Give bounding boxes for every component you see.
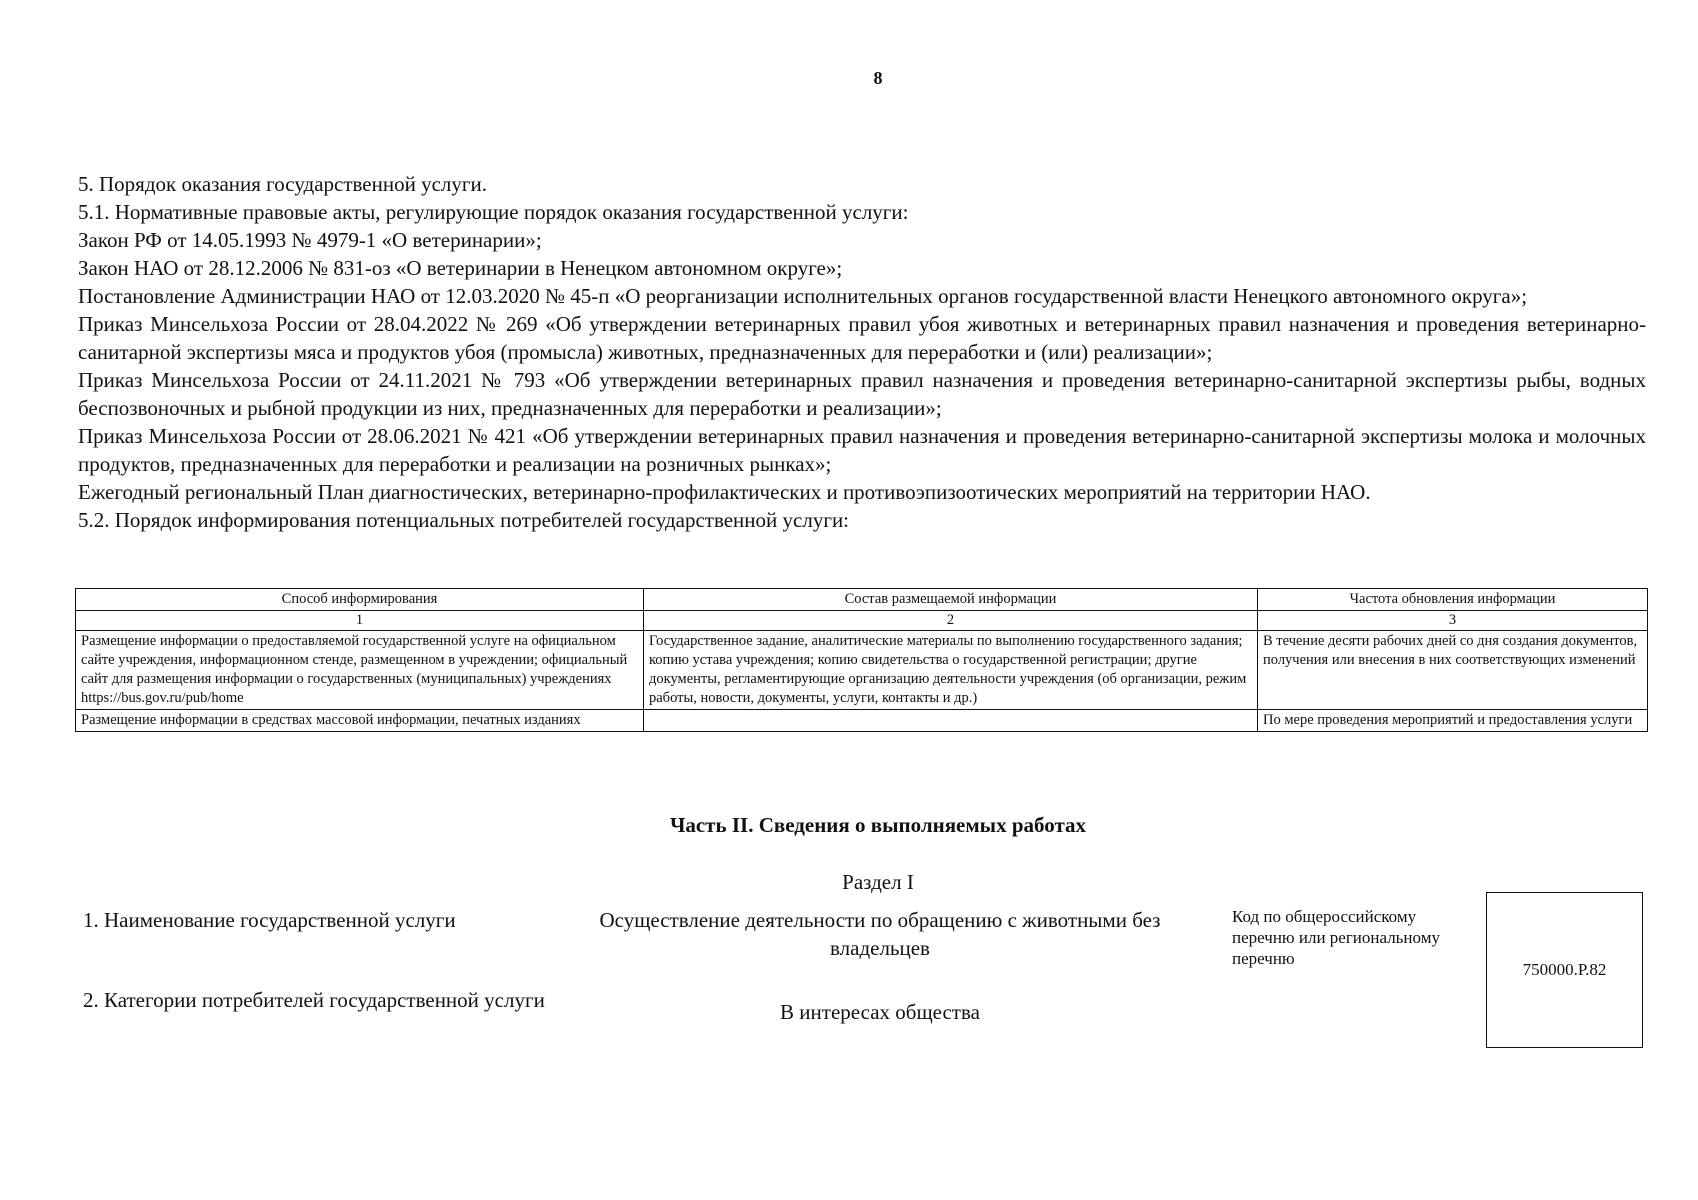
table-cell (644, 710, 1258, 732)
table-cell: Размещение информации о предоставляемой государственной услуге на официальном сайте учреждения, информационном стенде, размещенном в учреждении; официальный сайт для размещения информации о государственных (муниципальных) учреждениях https://bus.gov.ru/pub/home (76, 631, 644, 710)
column-header: Частота обновления информации (1258, 589, 1648, 611)
table-cell: В течение десяти рабочих дней со дня создания документов, получения или внесения в них соответствующих изменений (1258, 631, 1648, 710)
page-number: 8 (873, 68, 883, 88)
table-header-row (76, 589, 1648, 611)
column-number: 1 (76, 611, 644, 631)
table-number-row (76, 611, 1648, 631)
column-header: Состав размещаемой информации (644, 589, 1258, 611)
subsection-5-2: 5.2. Порядок информирования потенциальных потребителей государственной услуги: (78, 508, 850, 532)
act-item: Ежегодный региональный План диагностических, ветеринарно-профилактических и противоэпизоотических мероприятий на территории НАО. (78, 480, 1371, 504)
column-number: 3 (1258, 611, 1648, 631)
registry-code-value: 750000.Р.82 (1522, 960, 1607, 979)
table-cell: Государственное задание, аналитические материалы по выполнению государственного задания; копию устава учреждения; копию свидетельства о государственной регистрации; другие документы, регламентирующие организацию деятельности учреждения (об организации, режим работы, новости, документы, услуги, контакты и др.) (644, 631, 1258, 710)
act-item: Закон РФ от 14.05.1993 № 4979-1 «О ветеринарии»; (78, 228, 542, 252)
service-name-label: 1. Наименование государственной услуги (83, 908, 456, 932)
act-item: Постановление Администрации НАО от 12.03.2020 № 45-п «О реорганизации исполнительных органов государственной власти Ненецкого автономного округа»; (78, 284, 1528, 308)
consumer-category-value: В интересах общества (780, 1000, 980, 1024)
column-header: Способ информирования (76, 589, 644, 611)
act-item: Закон НАО от 28.12.2006 № 831-оз «О ветеринарии в Ненецком автономном округе»; (78, 256, 843, 280)
table-row (76, 710, 1648, 732)
table-cell: Размещение информации в средствах массовой информации, печатных изданиях (76, 710, 644, 732)
service-name-value: Осуществление деятельности по обращению с животными без владельцев (599, 908, 1161, 960)
act-item: Приказ Минсельхоза России от 28.06.2021 № 421 «Об утверждении ветеринарных правил назначения и проведения ветеринарно-санитарной экспертизы молока и молочных продуктов, предназначенных для переработки и реализации на розничных рынках»; (78, 424, 1646, 476)
section-heading: 5. Порядок оказания государственной услуги. (78, 172, 487, 196)
column-number: 2 (644, 611, 1258, 631)
consumer-category-label: 2. Категории потребителей государственной услуги (83, 988, 545, 1012)
registry-code-label: Код по общероссийскому перечню или региональному перечню (1232, 907, 1440, 968)
subsection-5-1: 5.1. Нормативные правовые акты, регулирующие порядок оказания государственной услуги: (78, 200, 909, 224)
table-row (76, 631, 1648, 710)
section-title: Раздел I (842, 870, 914, 894)
informing-table (75, 588, 1648, 732)
table-cell: По мере проведения мероприятий и предоставления услуги (1258, 710, 1648, 732)
section-5 (78, 170, 1646, 534)
part-title: Часть II. Сведения о выполняемых работах (669, 813, 1087, 837)
act-item: Приказ Минсельхоза России от 24.11.2021 № 793 «Об утверждении ветеринарных правил назначения и проведения ветеринарно-санитарной экспертизы рыбы, водных беспозвоночных и рыбной продукции из них, предназначенных для переработки и реализации»; (78, 368, 1646, 420)
act-item: Приказ Минсельхоза России от 28.04.2022 № 269 «Об утверждении ветеринарных правил убоя животных и ветеринарных правил назначения и проведения ветеринарно-санитарной экспертизы мяса и продуктов убоя (промысла) животных, предназначенных для переработки и (или) реализации»; (78, 312, 1646, 364)
registry-code-box (1486, 892, 1643, 1048)
